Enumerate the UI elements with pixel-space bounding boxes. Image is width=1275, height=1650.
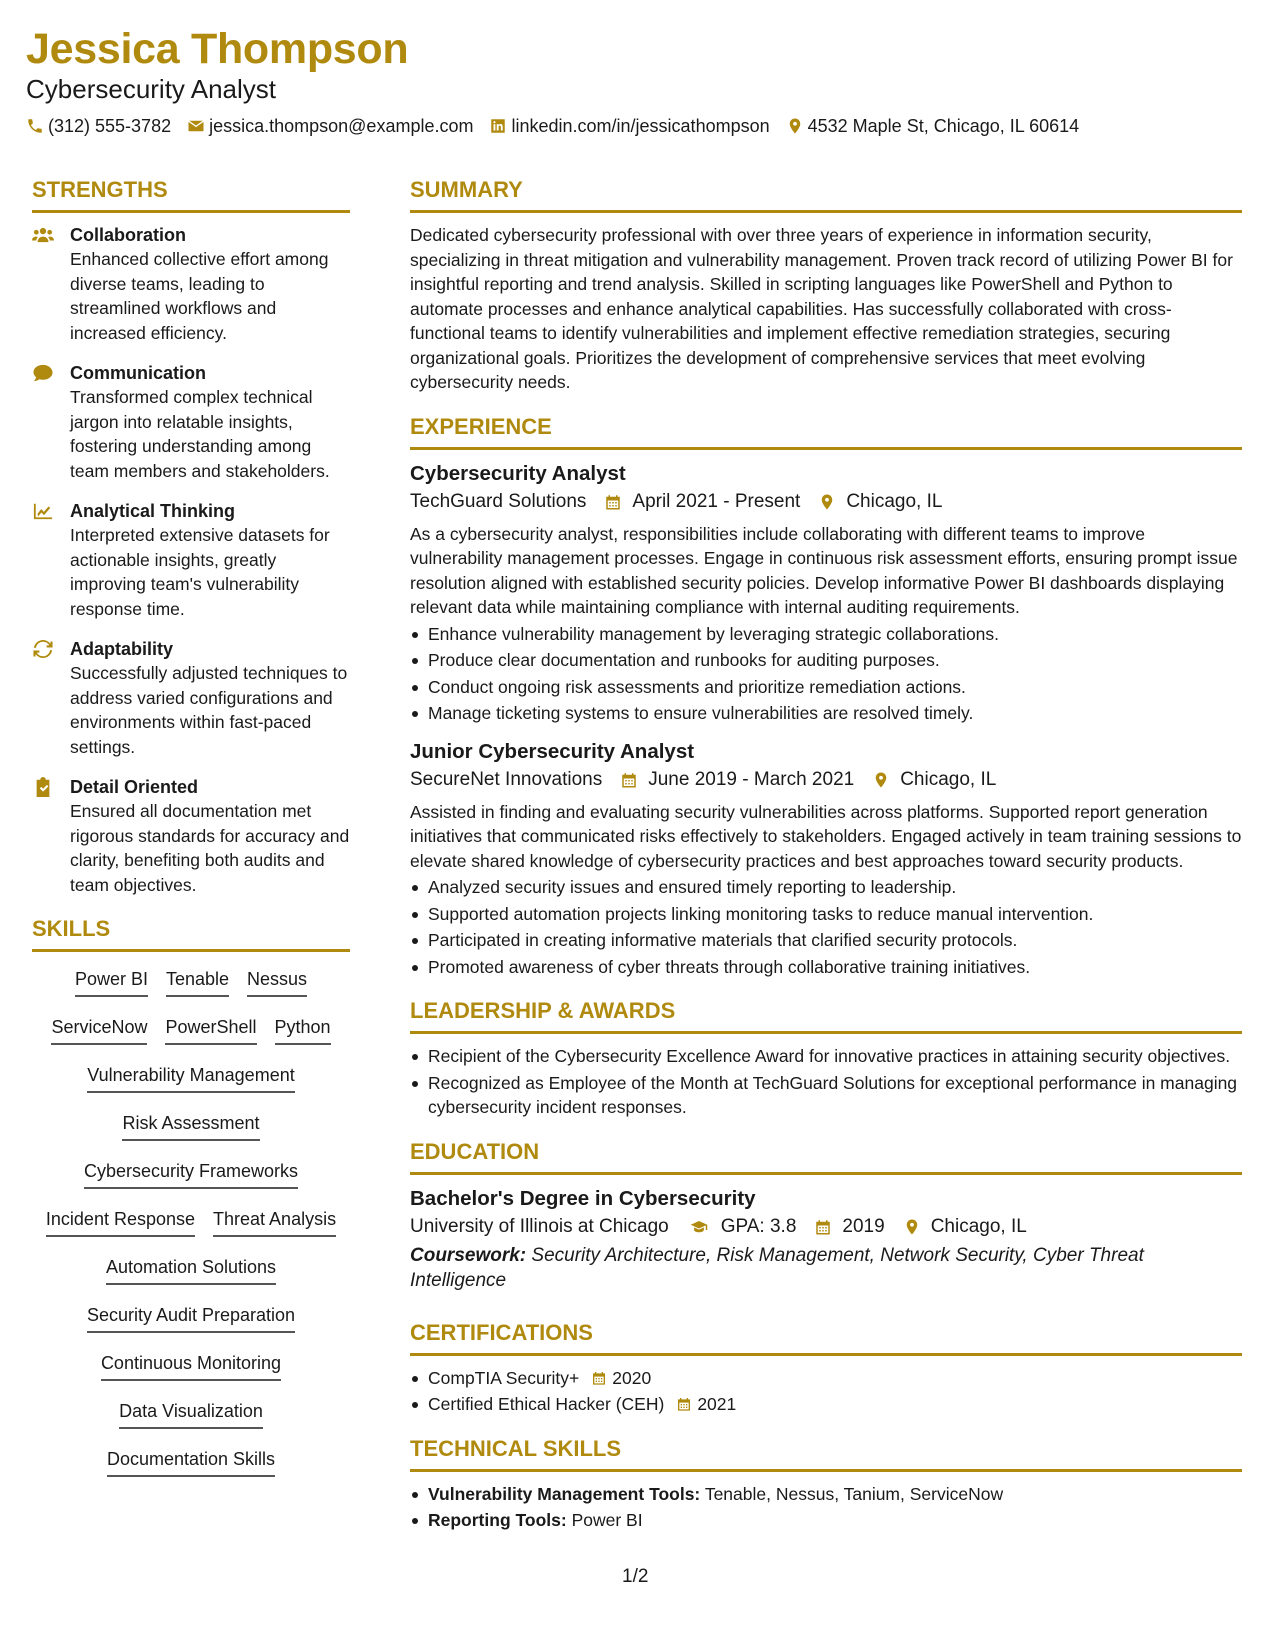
list-item: Participated in creating informative materials that clarified security protocols.	[410, 928, 1242, 953]
strength-title: Analytical Thinking	[70, 501, 236, 521]
summary-text: Dedicated cybersecurity professional with over three years of experience in information security, specializing in threat mitigation and vulnerability management. Proven track record of utilizing Power BI for insightful reporting and trend analysis. Skilled in scripting languages like PowerShell and Python to automate processes and enhance analytical capabilities. Has successfully collaborated with cross-functional teams to identify vulnerabilities and implement effective remediation strategies, securing organizational goals. Prioritizes the development of comprehensive services that meet evolving cybersecurity needs.	[410, 225, 1233, 392]
skill-tag: Tenable	[166, 964, 229, 997]
strength-title: Detail Oriented	[70, 777, 199, 797]
tech-skill-label: Vulnerability Management Tools:	[428, 1483, 701, 1504]
map-marker-icon	[872, 771, 890, 789]
list-item: Manage ticketing systems to ensure vulnerabilities are resolved timely.	[410, 701, 1242, 726]
awards-heading: LEADERSHIP & AWARDS	[410, 997, 1242, 1034]
experience-heading: EXPERIENCE	[410, 413, 1242, 450]
skill-tag: Python	[275, 1012, 331, 1045]
tech-skill-label: Reporting Tools:	[428, 1510, 567, 1530]
list-item	[410, 1392, 1242, 1417]
map-marker-icon	[786, 117, 804, 135]
certifications-heading: CERTIFICATIONS	[410, 1319, 1242, 1356]
users-icon	[32, 225, 54, 245]
list-item: Promoted awareness of cyber threats through collaborative training initiatives.	[410, 955, 1242, 980]
skill-tag: Threat Analysis	[213, 1204, 336, 1237]
strength-desc: Successfully adjusted techniques to address varied configurations and environments within fast-paced settings.	[70, 663, 348, 757]
skill-tag: PowerShell	[165, 1012, 256, 1045]
job-location: Chicago, IL	[846, 490, 943, 512]
awards-section	[410, 997, 1242, 1120]
coursework-label: Coursework:	[410, 1244, 527, 1266]
contact-linkedin[interactable]	[489, 114, 769, 138]
list-item	[410, 1508, 1242, 1533]
skills-heading: SKILLS	[32, 915, 350, 952]
education-section	[410, 1138, 1242, 1293]
experience-section	[410, 413, 1242, 980]
certifications-list	[410, 1366, 1242, 1417]
strength-desc: Transformed complex technical jargon into relatable insights, fostering understanding among team members and stakeholders.	[70, 387, 330, 481]
contact-phone[interactable]	[26, 114, 171, 138]
education-location: Chicago, IL	[930, 1215, 1027, 1237]
contact-bar	[26, 114, 1246, 138]
page-number: 1/2	[622, 1566, 649, 1587]
job-entry	[410, 738, 1242, 980]
phone-icon	[26, 117, 44, 135]
resume-header	[26, 22, 1246, 138]
strength-item	[32, 361, 350, 483]
strength-item	[32, 775, 350, 897]
linkedin-text: linkedin.com/in/jessicathompson	[511, 116, 770, 136]
technical-skills-heading: TECHNICAL SKILLS	[410, 1435, 1242, 1472]
right-column	[410, 176, 1242, 1551]
list-item	[410, 1482, 1242, 1507]
skill-tag: Vulnerability Management	[87, 1060, 294, 1093]
skill-tag: Security Audit Preparation	[87, 1300, 295, 1333]
strength-title: Adaptability	[70, 639, 174, 659]
skill-tag: Power BI	[75, 964, 148, 997]
skill-tag: ServiceNow	[51, 1012, 147, 1045]
skill-tag: Continuous Monitoring	[101, 1348, 281, 1381]
strength-item	[32, 499, 350, 621]
education-meta	[410, 1213, 1242, 1241]
skills-section	[32, 915, 350, 1494]
job-entry	[410, 460, 1242, 726]
calendar-icon	[814, 1218, 832, 1236]
job-meta	[410, 488, 1242, 516]
cert-name: CompTIA Security+	[428, 1367, 580, 1388]
strength-desc: Interpreted extensive datasets for actionable insights, greatly improving team's vulnerability response time.	[70, 525, 330, 619]
list-item: Recipient of the Cybersecurity Excellence Award for innovative practices in attaining security objectives.	[410, 1044, 1242, 1069]
cert-year: 2020	[612, 1367, 652, 1388]
skill-tag: Incident Response	[46, 1204, 195, 1237]
job-description: As a cybersecurity analyst, responsibilities include collaborating with different teams to improve vulnerability management processes. Engage in continuous risk assessment efforts, ensuring prompt issue resolution aligned with established security policies. Develop informative Power BI dashboards displaying relevant data while maintaining compliance with internal auditing requirements.	[410, 523, 1238, 617]
calendar-icon	[591, 1370, 607, 1386]
skill-tag: Nessus	[247, 964, 307, 997]
map-marker-icon	[903, 1218, 921, 1236]
clipboard-check-icon	[32, 777, 54, 797]
job-dates: April 2021 - Present	[632, 490, 801, 512]
linkedin-icon	[489, 117, 507, 135]
technical-skills-section	[410, 1435, 1242, 1533]
calendar-icon	[676, 1396, 692, 1412]
technical-skills-list	[410, 1482, 1242, 1533]
job-location: Chicago, IL	[900, 768, 997, 790]
skill-tag: Risk Assessment	[122, 1108, 259, 1141]
graduation-cap-icon	[687, 1218, 711, 1236]
address-text: 4532 Maple St, Chicago, IL 60614	[807, 116, 1080, 136]
contact-address	[786, 114, 1080, 138]
summary-heading: SUMMARY	[410, 176, 1242, 213]
job-bullets	[410, 875, 1242, 979]
graduation-year: 2019	[842, 1215, 885, 1237]
calendar-icon	[604, 493, 622, 511]
strengths-heading: STRENGTHS	[32, 176, 350, 213]
left-column	[32, 176, 350, 1512]
sync-icon	[32, 639, 54, 659]
school-name: University of Illinois at Chicago	[410, 1215, 669, 1237]
coursework-text: Security Architecture, Risk Management, Network Security, Cyber Threat Intelligence	[410, 1244, 1144, 1291]
job-dates: June 2019 - March 2021	[648, 768, 855, 790]
strength-title: Collaboration	[70, 225, 186, 245]
strength-item	[32, 223, 350, 345]
skill-tag: Data Visualization	[119, 1396, 263, 1429]
tech-skill-value: Power BI	[571, 1510, 643, 1530]
strengths-section	[32, 176, 350, 897]
strength-item	[32, 637, 350, 759]
email-text: jessica.thompson@example.com	[209, 116, 474, 136]
cert-year: 2021	[697, 1394, 737, 1414]
skill-tag: Automation Solutions	[106, 1252, 276, 1285]
list-item: Supported automation projects linking monitoring tasks to reduce manual intervention.	[410, 902, 1242, 927]
degree-title: Bachelor's Degree in Cybersecurity	[410, 1186, 756, 1210]
cert-name: Certified Ethical Hacker (CEH)	[428, 1394, 665, 1414]
coursework	[410, 1243, 1242, 1293]
job-title: Junior Cybersecurity Analyst	[410, 739, 695, 763]
job-description: Assisted in finding and evaluating security vulnerabilities across platforms. Supported report generation initiatives that communicated risks effectively to stakeholders. Engaged actively in team training sessions to elevate shared knowledge of cybersecurity practices and best approaches toward security products.	[410, 801, 1242, 871]
certifications-section	[410, 1319, 1242, 1417]
job-meta	[410, 766, 1242, 794]
skill-tag: Cybersecurity Frameworks	[84, 1156, 298, 1189]
chart-line-icon	[32, 501, 54, 521]
candidate-title: Cybersecurity Analyst	[26, 74, 276, 104]
job-title: Cybersecurity Analyst	[410, 461, 626, 485]
calendar-icon	[620, 771, 638, 789]
job-company: SecureNet Innovations	[410, 768, 603, 790]
gpa-text: GPA: 3.8	[720, 1215, 797, 1237]
list-item	[410, 1366, 1242, 1391]
candidate-name: Jessica Thompson	[26, 25, 409, 73]
job-company: TechGuard Solutions	[410, 490, 587, 512]
list-item: Conduct ongoing risk assessments and prioritize remediation actions.	[410, 675, 1242, 700]
envelope-icon	[187, 117, 205, 135]
skills-list	[32, 962, 350, 1494]
comment-icon	[32, 363, 54, 383]
list-item: Analyzed security issues and ensured timely reporting to leadership.	[410, 875, 1242, 900]
skill-tag: Documentation Skills	[107, 1444, 275, 1477]
phone-text: (312) 555-3782	[48, 116, 172, 136]
awards-list	[410, 1044, 1242, 1120]
summary-section	[410, 176, 1242, 395]
list-item: Produce clear documentation and runbooks for auditing purposes.	[410, 648, 1242, 673]
education-heading: EDUCATION	[410, 1138, 1242, 1175]
tech-skill-value: Tenable, Nessus, Tanium, ServiceNow	[704, 1483, 1004, 1504]
contact-email[interactable]	[187, 114, 473, 138]
list-item: Enhance vulnerability management by leveraging strategic collaborations.	[410, 622, 1242, 647]
strength-title: Communication	[70, 363, 207, 383]
strength-desc: Ensured all documentation met rigorous standards for accuracy and clarity, benefiting both audits and team objectives.	[70, 801, 350, 895]
map-marker-icon	[818, 493, 836, 511]
job-bullets	[410, 622, 1242, 726]
list-item: Recognized as Employee of the Month at TechGuard Solutions for exceptional performance in managing cybersecurity incident responses.	[410, 1071, 1242, 1120]
strength-desc: Enhanced collective effort among diverse teams, leading to streamlined workflows and increased efficiency.	[70, 249, 329, 343]
